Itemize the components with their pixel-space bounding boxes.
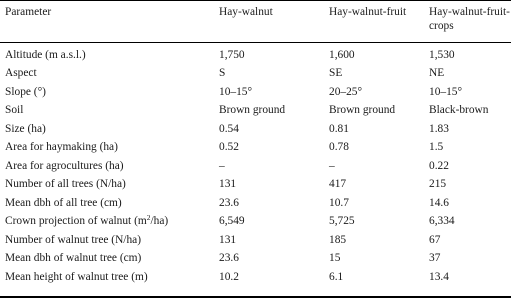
cell-hay-walnut-fruit: 10.7 (329, 196, 349, 209)
cell-hay-walnut-fruit: – (329, 159, 335, 172)
cell-hay-walnut-fruit-crops: 1.5 (429, 141, 444, 154)
cell-hay-walnut-fruit-crops: 14.6 (429, 196, 449, 209)
header-hay-walnut-fruit-crops: Hay-walnut-fruit-crops (429, 6, 510, 32)
cell-hay-walnut-fruit-crops: 1,530 (429, 49, 455, 61)
cell-parameter-text: Crown projection of walnut (m (5, 215, 147, 228)
cell-parameter: Mean dbh of walnut tree (cm) (5, 252, 142, 265)
cell-hay-walnut-fruit: SE (329, 67, 343, 79)
table-header (0, 0, 511, 42)
table-row (0, 175, 511, 194)
header-hay-walnut-fruit: Hay-walnut-fruit (329, 6, 407, 18)
header-hay-walnut: Hay-walnut (219, 6, 273, 18)
cell-hay-walnut-fruit: 20–25° (329, 85, 363, 98)
cell-hay-walnut-fruit-crops: 37 (429, 252, 441, 265)
cell-hay-walnut-fruit: 417 (329, 178, 347, 191)
cell-parameter: Slope (°) (5, 85, 46, 98)
cell-hay-walnut: Brown ground (219, 104, 286, 117)
cell-hay-walnut: 131 (219, 233, 237, 246)
cell-parameter: Size (ha) (5, 122, 46, 135)
cell-hay-walnut-fruit: 0.78 (329, 141, 349, 154)
header-row (0, 0, 511, 42)
header-parameter: Parameter (5, 6, 52, 18)
cell-hay-walnut: 6,549 (219, 215, 245, 228)
cell-parameter: Number of all trees (N/ha) (5, 178, 126, 191)
cell-hay-walnut-fruit: Brown ground (329, 104, 396, 117)
table-row (0, 157, 511, 176)
table-row (0, 268, 511, 287)
cell-parameter: Aspect (5, 67, 37, 79)
cell-parameter: Soil (5, 104, 24, 117)
cell-hay-walnut-fruit-crops: 1.83 (429, 122, 449, 135)
cell-parameter: Mean height of walnut tree (m) (5, 271, 148, 284)
cell-hay-walnut-fruit-crops: Black-brown (429, 104, 489, 117)
cell-hay-walnut: 0.52 (219, 141, 239, 154)
cell-hay-walnut-fruit-crops: 215 (429, 178, 447, 191)
cell-hay-walnut-fruit: 1,600 (329, 49, 355, 61)
cell-hay-walnut-fruit-crops: 67 (429, 233, 441, 246)
cell-parameter: Altitude (m a.s.l.) (5, 49, 86, 61)
cell-parameter: Area for agrocultures (ha) (5, 159, 124, 172)
cell-hay-walnut: – (219, 159, 225, 172)
cell-hay-walnut: 0.54 (219, 122, 239, 135)
cell-parameter: Number of walnut tree (N/ha) (5, 233, 142, 246)
cell-hay-walnut-fruit-crops: 0.22 (429, 159, 449, 172)
cell-hay-walnut: 10–15° (219, 85, 253, 98)
cell-hay-walnut-fruit: 5,725 (329, 215, 355, 228)
cell-hay-walnut-fruit-crops: NE (429, 67, 445, 79)
cell-hay-walnut: 131 (219, 178, 237, 191)
table-row (0, 194, 511, 213)
cell-hay-walnut-fruit-crops: 6,334 (429, 215, 455, 228)
table-row (0, 83, 511, 102)
cell-parameter (0, 212, 219, 231)
cell-parameter: Mean dbh of all tree (cm) (5, 196, 122, 209)
table-row (0, 64, 511, 83)
cell-hay-walnut: 1,750 (219, 49, 245, 61)
cell-hay-walnut-fruit-crops: 10–15° (429, 85, 463, 98)
table-row (0, 42, 511, 64)
table-row (0, 138, 511, 157)
cell-parameter-unit: /ha) (150, 215, 169, 228)
cell-parameter: Area for haymaking (ha) (5, 141, 118, 154)
cell-hay-walnut: S (219, 67, 226, 79)
table-row (0, 231, 511, 250)
table-row (0, 101, 511, 120)
cell-hay-walnut: 23.6 (219, 252, 239, 265)
cell-hay-walnut: 23.6 (219, 196, 239, 209)
table-row (0, 120, 511, 139)
table-row (0, 212, 511, 231)
cell-hay-walnut: 10.2 (219, 271, 239, 284)
cell-hay-walnut-fruit: 185 (329, 233, 347, 246)
cell-hay-walnut-fruit: 15 (329, 252, 341, 265)
table-bottom-rule (0, 296, 511, 298)
cell-hay-walnut-fruit: 0.81 (329, 122, 349, 135)
cell-hay-walnut-fruit-crops: 13.4 (429, 271, 449, 284)
table-row (0, 249, 511, 268)
cell-hay-walnut-fruit: 6.1 (329, 271, 344, 284)
superscript: 2 (146, 213, 151, 223)
table-body (0, 42, 511, 287)
